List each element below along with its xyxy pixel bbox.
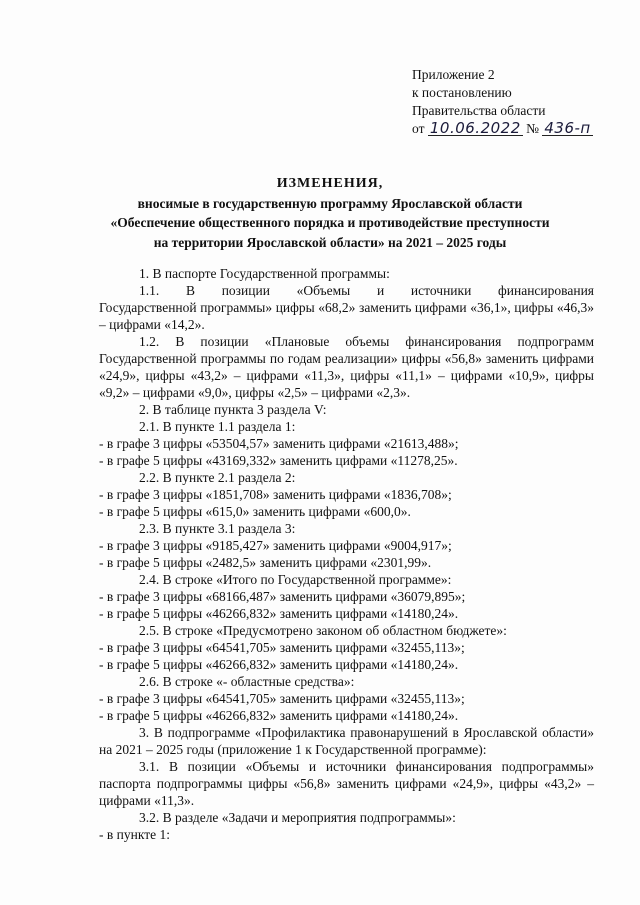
paragraph: 2.3. В пункте 3.1 раздела 3:: [139, 521, 296, 536]
paragraph: 1.1. В позиции «Объемы и источники финансирования: [139, 283, 594, 298]
appendix-line-3: Правительства области: [412, 103, 546, 118]
paragraph: - в графе 5 цифры «615,0» заменить цифрами «600,0».: [99, 504, 411, 519]
paragraph: - в графе 3 цифры «53504,57» заменить цифрами «21613,488»;: [99, 436, 459, 451]
paragraph: 2.4. В строке «Итого по Государственной программе»:: [139, 572, 452, 587]
paragraph: 2. В таблице пункта 3 раздела V:: [139, 402, 327, 417]
paragraph: 2.6. В строке «- областные средства»:: [139, 674, 355, 689]
paragraph: - в графе 3 цифры «68166,487» заменить цифрами «36079,895»;: [99, 589, 466, 604]
paragraph: - в графе 5 цифры «46266,832» заменить цифрами «14180,24».: [99, 606, 459, 621]
paragraph: - в графе 5 цифры «46266,832» заменить цифрами «14180,24».: [99, 657, 459, 672]
paragraph: - в пункте 1:: [99, 827, 170, 842]
paragraph: - в графе 5 цифры «2482,5» заменить цифрами «2301,99».: [99, 555, 432, 570]
appendix-date-line: [412, 120, 593, 138]
document-title: [70, 174, 590, 252]
paragraph: 2.1. В пункте 1.1 раздела 1:: [139, 419, 296, 434]
title-main: ИЗМЕНЕНИЯ,: [276, 176, 384, 191]
appendix-from: от: [412, 121, 425, 136]
appendix-block: [412, 66, 593, 138]
paragraph: - в графе 3 цифры «64541,705» заменить цифрами «32455,113»;: [99, 691, 465, 706]
paragraph: - в графе 3 цифры «64541,705» заменить цифрами «32455,113»;: [99, 640, 465, 655]
title-line-2: вносимые в государственную программу Ярославской области: [137, 195, 523, 211]
appendix-date: 10.06.2022: [429, 119, 521, 137]
paragraph: - в графе 5 цифры «46266,832» заменить цифрами «14180,24».: [99, 708, 459, 723]
title-line-3: «Обеспечение общественного порядка и противодействие преступности: [110, 215, 550, 230]
paragraph: 3.2. В разделе «Задачи и мероприятия подпрограммы»:: [139, 810, 456, 825]
document-body: [99, 265, 594, 843]
appendix-line-1: Приложение 2: [412, 67, 495, 82]
paragraph: 2.5. В строке «Предусмотрено законом об областном бюджете»:: [139, 623, 507, 638]
paragraph: 1.2. В позиции «Плановые объемы финансирования подпрограмм Государственной программы по годам реализации» цифры «56,8» заменить цифрами «24,9», цифры «43,2» – цифрами «11,3», цифры «11,1» – цифрами «10,9», цифры «9,2» – цифрами «9,0», цифры «2,5» – цифрами «2,3».: [99, 334, 594, 400]
paragraph: 2.2. В пункте 2.1 раздела 2:: [139, 470, 296, 485]
paragraph: 1. В паспорте Государственной программы:: [139, 266, 390, 281]
appendix-number-sign: №: [526, 121, 540, 136]
paragraph: 3. В подпрограмме «Профилактика правонарушений в Ярославской области» на 2021 – 2025 годы (приложение 1 к Государственной программе):: [99, 725, 594, 757]
paragraph: Государственной программы» цифры «68,2» заменить цифрами «36,1», цифры «46,3» – цифрами «14,2».: [99, 300, 594, 332]
appendix-line-2: к постановлению: [412, 85, 512, 100]
paragraph: 3.1. В позиции «Объемы и источники финансирования подпрограммы» паспорта подпрограммы цифры «56,8» заменить цифрами «24,9», цифры «43,2» – цифрами «11,3».: [99, 759, 594, 808]
paragraph: - в графе 3 цифры «1851,708» заменить цифрами «1836,708»;: [99, 487, 452, 502]
paragraph: - в графе 5 цифры «43169,332» заменить цифрами «11278,25».: [99, 453, 458, 468]
appendix-number: 436-п: [544, 119, 591, 137]
title-line-4: на территории Ярославской области» на 2021 – 2025 годы: [153, 234, 507, 250]
paragraph: - в графе 3 цифры «9185,427» заменить цифрами «9004,917»;: [99, 538, 452, 553]
